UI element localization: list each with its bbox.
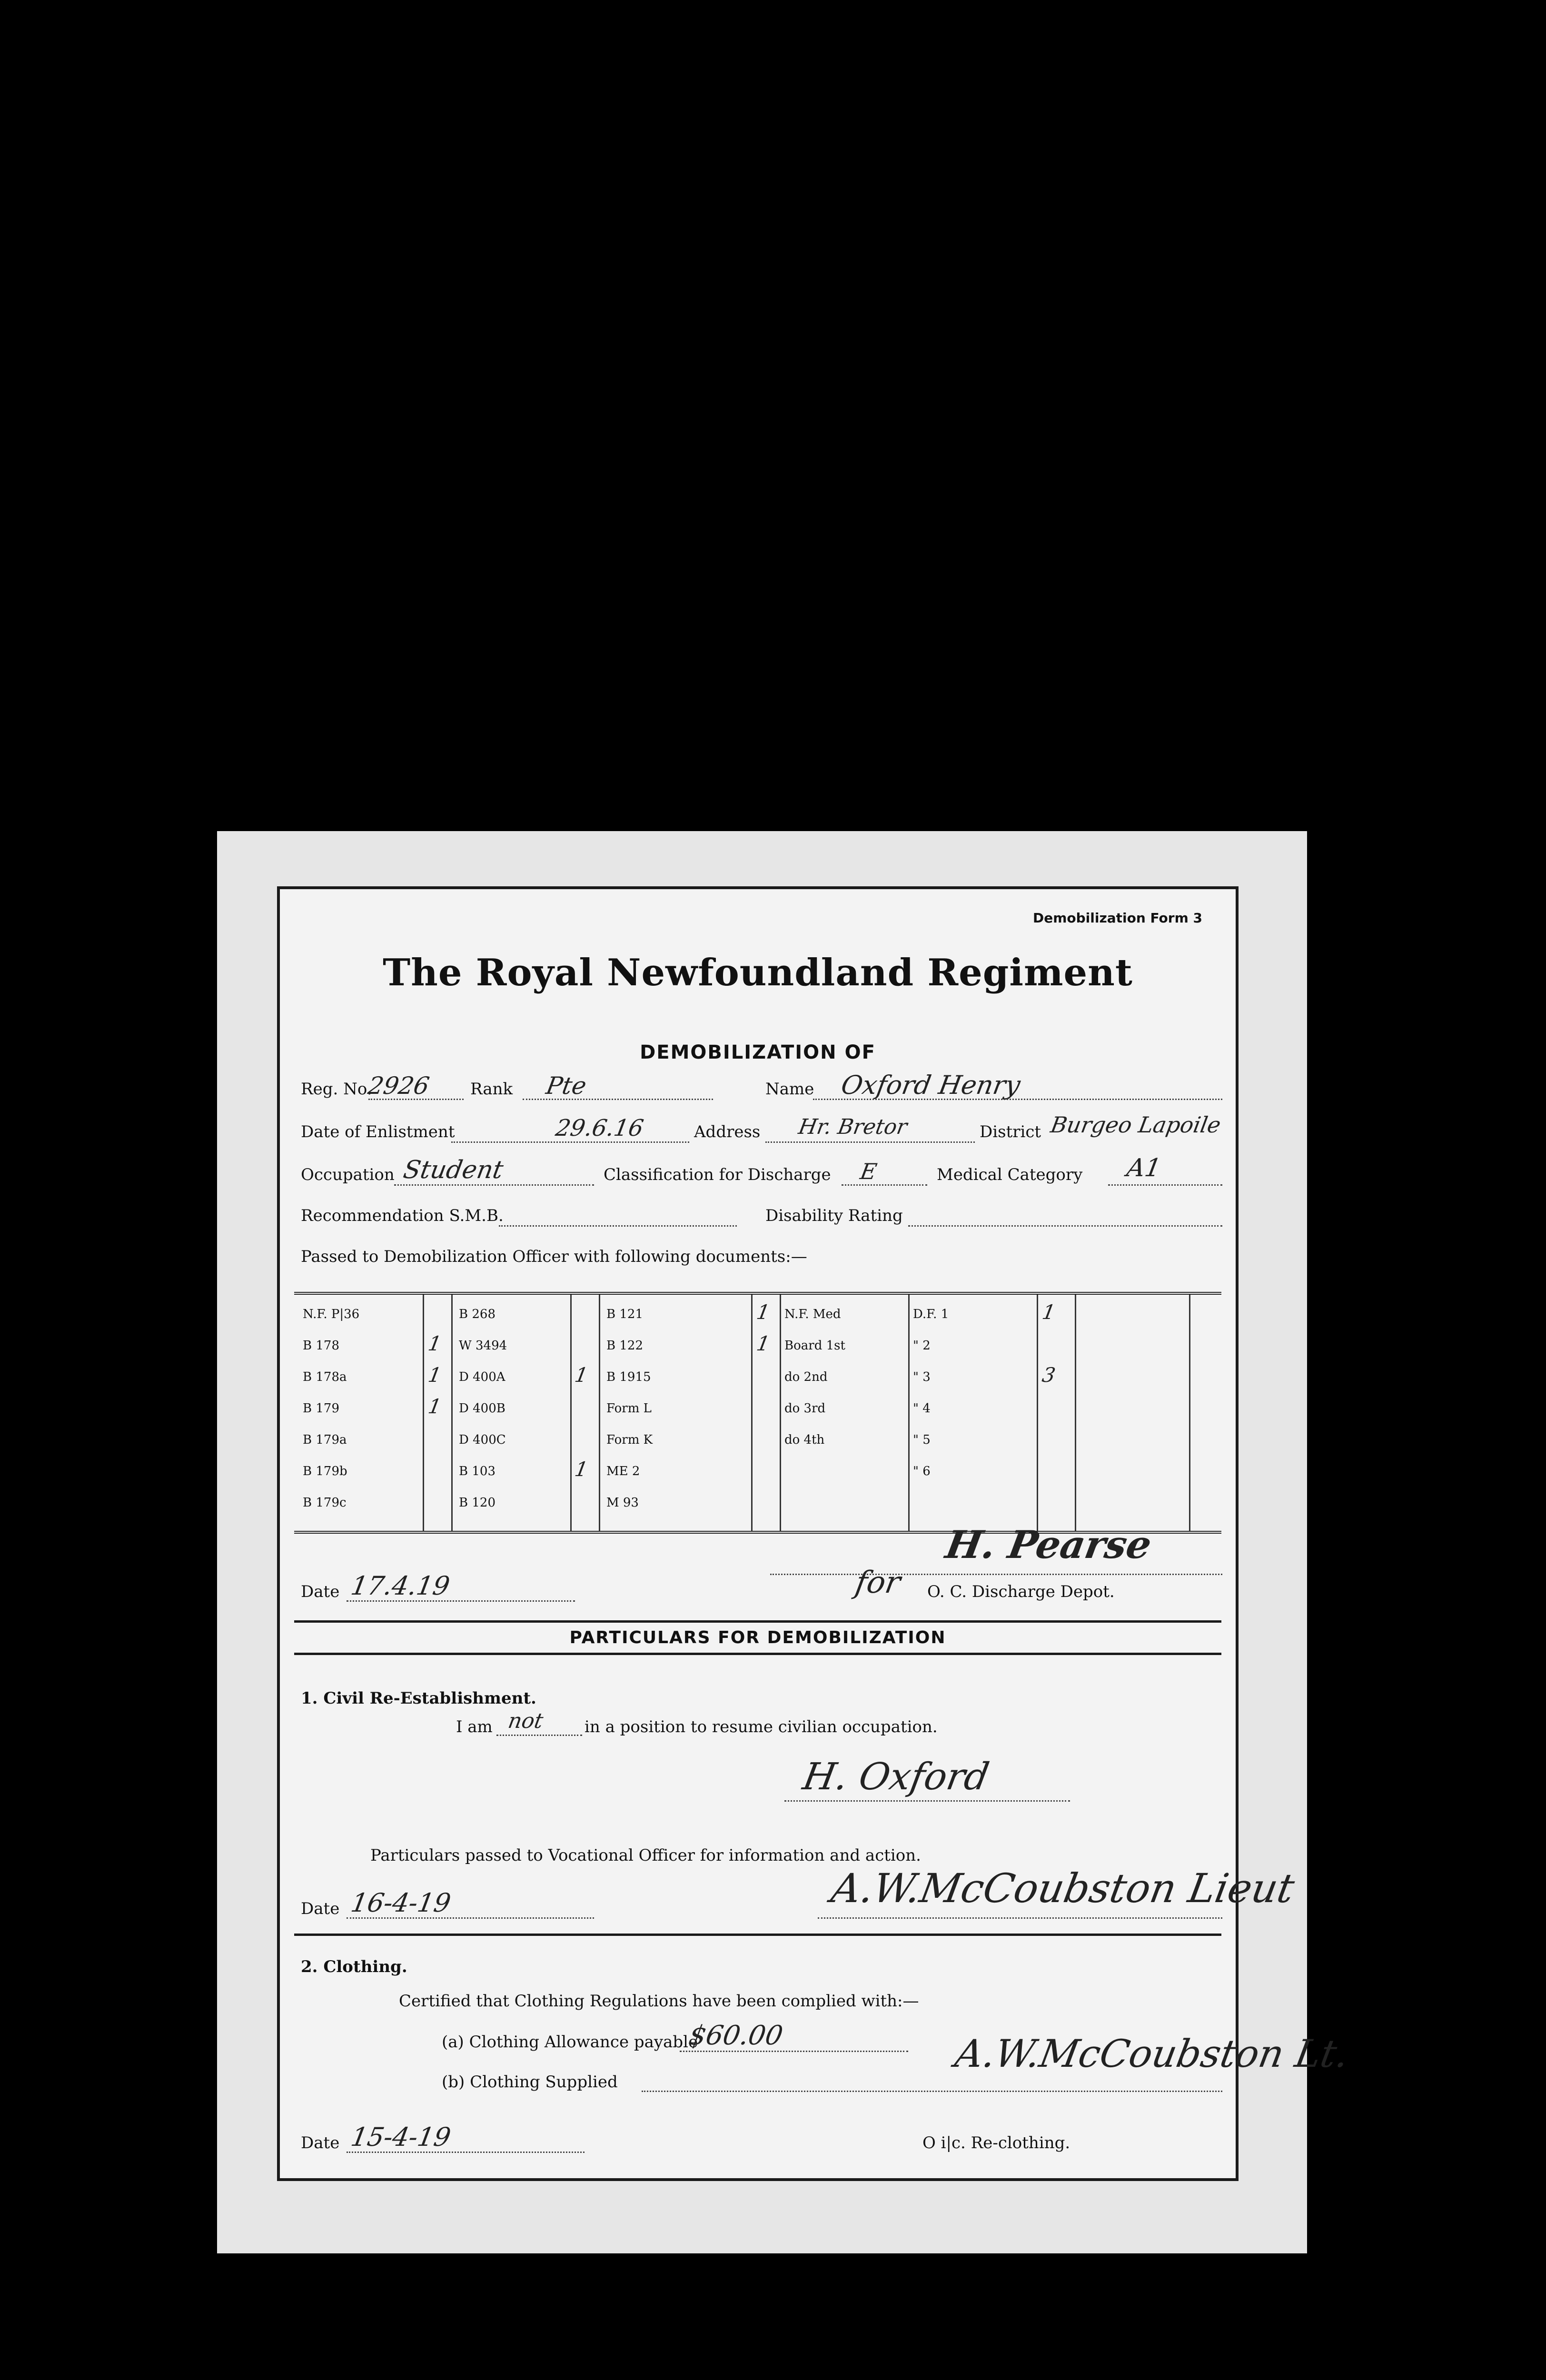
- document-code-5-3: " 3: [913, 1370, 931, 1384]
- reg-no-value: 2926: [366, 1072, 432, 1100]
- clothing-heading: 2. Clothing.: [301, 1957, 407, 1976]
- document-mark-2-6: 1: [573, 1458, 590, 1481]
- occupation-value: Student: [401, 1156, 505, 1184]
- civil-date-label: Date: [301, 1899, 340, 1918]
- district-value: Burgeo Lapoile: [1049, 1112, 1223, 1138]
- document-code-1-6: B 179b: [303, 1464, 347, 1478]
- document-code-4-3: do 2nd: [784, 1370, 828, 1384]
- document-code-2-1: B 268: [459, 1307, 496, 1321]
- document-mark-1-2: 1: [426, 1332, 444, 1355]
- reg-no-label: Reg. No.: [301, 1080, 372, 1099]
- clothing-allowance-value: $60.00: [686, 2020, 785, 2051]
- occupation-label: Occupation: [301, 1165, 395, 1184]
- name-value: Oxford Henry: [839, 1070, 1023, 1100]
- depot-date-label: Date: [301, 1582, 340, 1601]
- civil-statement-value: not: [506, 1709, 545, 1733]
- regiment-title: The Royal Newfoundland Regiment: [383, 951, 1133, 994]
- medical-value: A1: [1124, 1154, 1163, 1182]
- document-mark-3-2: 1: [754, 1332, 772, 1355]
- document-code-2-7: B 120: [459, 1496, 496, 1510]
- documents-table: [294, 1292, 1221, 1534]
- document-mark-3-1: 1: [754, 1300, 772, 1324]
- reclothing-officer-label: O i|c. Re-clothing.: [922, 2133, 1070, 2152]
- name-label: Name: [765, 1080, 814, 1099]
- document-code-5-6: " 6: [913, 1464, 931, 1478]
- document-code-1-1: N.F. P|36: [303, 1307, 360, 1321]
- civil-statement-suffix: in a position to resume civilian occupation.: [585, 1717, 938, 1736]
- clothing-officer-signature: A.W.McCoubston Lt.: [951, 2032, 1352, 2076]
- document-code-1-5: B 179a: [303, 1433, 347, 1447]
- document-code-1-3: B 178a: [303, 1370, 347, 1384]
- depot-officer-label: O. C. Discharge Depot.: [927, 1582, 1115, 1601]
- document-mark-5-1: 1: [1040, 1300, 1058, 1324]
- depot-signature: H. Pearse: [942, 1522, 1155, 1567]
- document-code-1-7: B 179c: [303, 1496, 347, 1510]
- form-number: Demobilization Form 3: [1032, 910, 1202, 926]
- document-code-2-5: D 400C: [459, 1433, 506, 1447]
- document-code-1-2: B 178: [303, 1339, 339, 1353]
- disability-label: Disability Rating: [765, 1206, 903, 1225]
- passed-documents-label: Passed to Demobilization Officer with following documents:—: [301, 1247, 807, 1266]
- document-code-3-4: Form L: [606, 1401, 652, 1416]
- document-mark-2-3: 1: [573, 1363, 590, 1387]
- document-mark-1-3: 1: [426, 1363, 444, 1387]
- document-code-4-4: do 3rd: [784, 1401, 826, 1416]
- document-mark-5-3: 3: [1040, 1363, 1058, 1387]
- document-code-5-4: " 4: [913, 1401, 931, 1416]
- document-code-1-4: B 179: [303, 1401, 339, 1416]
- classification-value: E: [858, 1159, 879, 1184]
- vocational-statement: Particulars passed to Vocational Officer for information and action.: [370, 1846, 921, 1865]
- address-value: Hr. Bretor: [796, 1115, 909, 1139]
- document-code-4-2: Board 1st: [784, 1339, 845, 1353]
- document-code-3-3: B 1915: [606, 1370, 651, 1384]
- clothing-supplied-label: (b) Clothing Supplied: [442, 2073, 618, 2092]
- document-code-5-2: " 2: [913, 1339, 931, 1353]
- clothing-date-label: Date: [301, 2133, 340, 2152]
- medical-label: Medical Category: [937, 1165, 1083, 1184]
- document-code-3-2: B 122: [606, 1339, 643, 1353]
- document-code-2-2: W 3494: [459, 1339, 507, 1353]
- demobilization-heading: DEMOBILIZATION OF: [640, 1041, 876, 1063]
- enlistment-value: 29.6.16: [554, 1115, 646, 1141]
- document-code-3-5: Form K: [606, 1433, 653, 1447]
- soldier-signature: H. Oxford: [800, 1755, 992, 1798]
- rank-value: Pte: [544, 1072, 589, 1100]
- enlistment-label: Date of Enlistment: [301, 1122, 455, 1141]
- depot-signature-prefix: for: [852, 1565, 903, 1600]
- document-code-2-3: D 400A: [459, 1370, 505, 1384]
- document-mark-1-4: 1: [426, 1395, 444, 1418]
- classification-label: Classification for Discharge: [604, 1165, 831, 1184]
- address-label: Address: [694, 1122, 761, 1141]
- clothing-date-value: 15-4-19: [348, 2122, 453, 2152]
- document-code-3-1: B 121: [606, 1307, 643, 1321]
- district-label: District: [980, 1122, 1041, 1141]
- depot-date-value: 17.4.19: [348, 1571, 452, 1601]
- vocational-officer-signature: A.W.McCoubston Lieut: [828, 1865, 1298, 1912]
- document-code-5-5: " 5: [913, 1433, 931, 1447]
- civil-date-value: 16-4-19: [348, 1888, 453, 1918]
- document-code-3-6: ME 2: [606, 1464, 640, 1478]
- document-code-5-1: D.F. 1: [913, 1307, 949, 1321]
- recommendation-label: Recommendation S.M.B.: [301, 1206, 504, 1225]
- civil-statement-prefix: I am: [456, 1717, 493, 1736]
- rank-label: Rank: [470, 1080, 513, 1099]
- clothing-certified: Certified that Clothing Regulations have been complied with:—: [399, 1992, 919, 2011]
- document-code-4-1: N.F. Med: [784, 1307, 841, 1321]
- document-code-2-4: D 400B: [459, 1401, 505, 1416]
- civil-heading: 1. Civil Re-Establishment.: [301, 1689, 536, 1708]
- document-code-4-5: do 4th: [784, 1433, 825, 1447]
- demobilization-form: [277, 886, 1352, 2181]
- particulars-heading: PARTICULARS FOR DEMOBILIZATION: [569, 1628, 946, 1647]
- document-code-2-6: B 103: [459, 1464, 496, 1478]
- clothing-allowance-label: (a) Clothing Allowance payable: [442, 2033, 698, 2052]
- document-code-3-7: M 93: [606, 1496, 639, 1510]
